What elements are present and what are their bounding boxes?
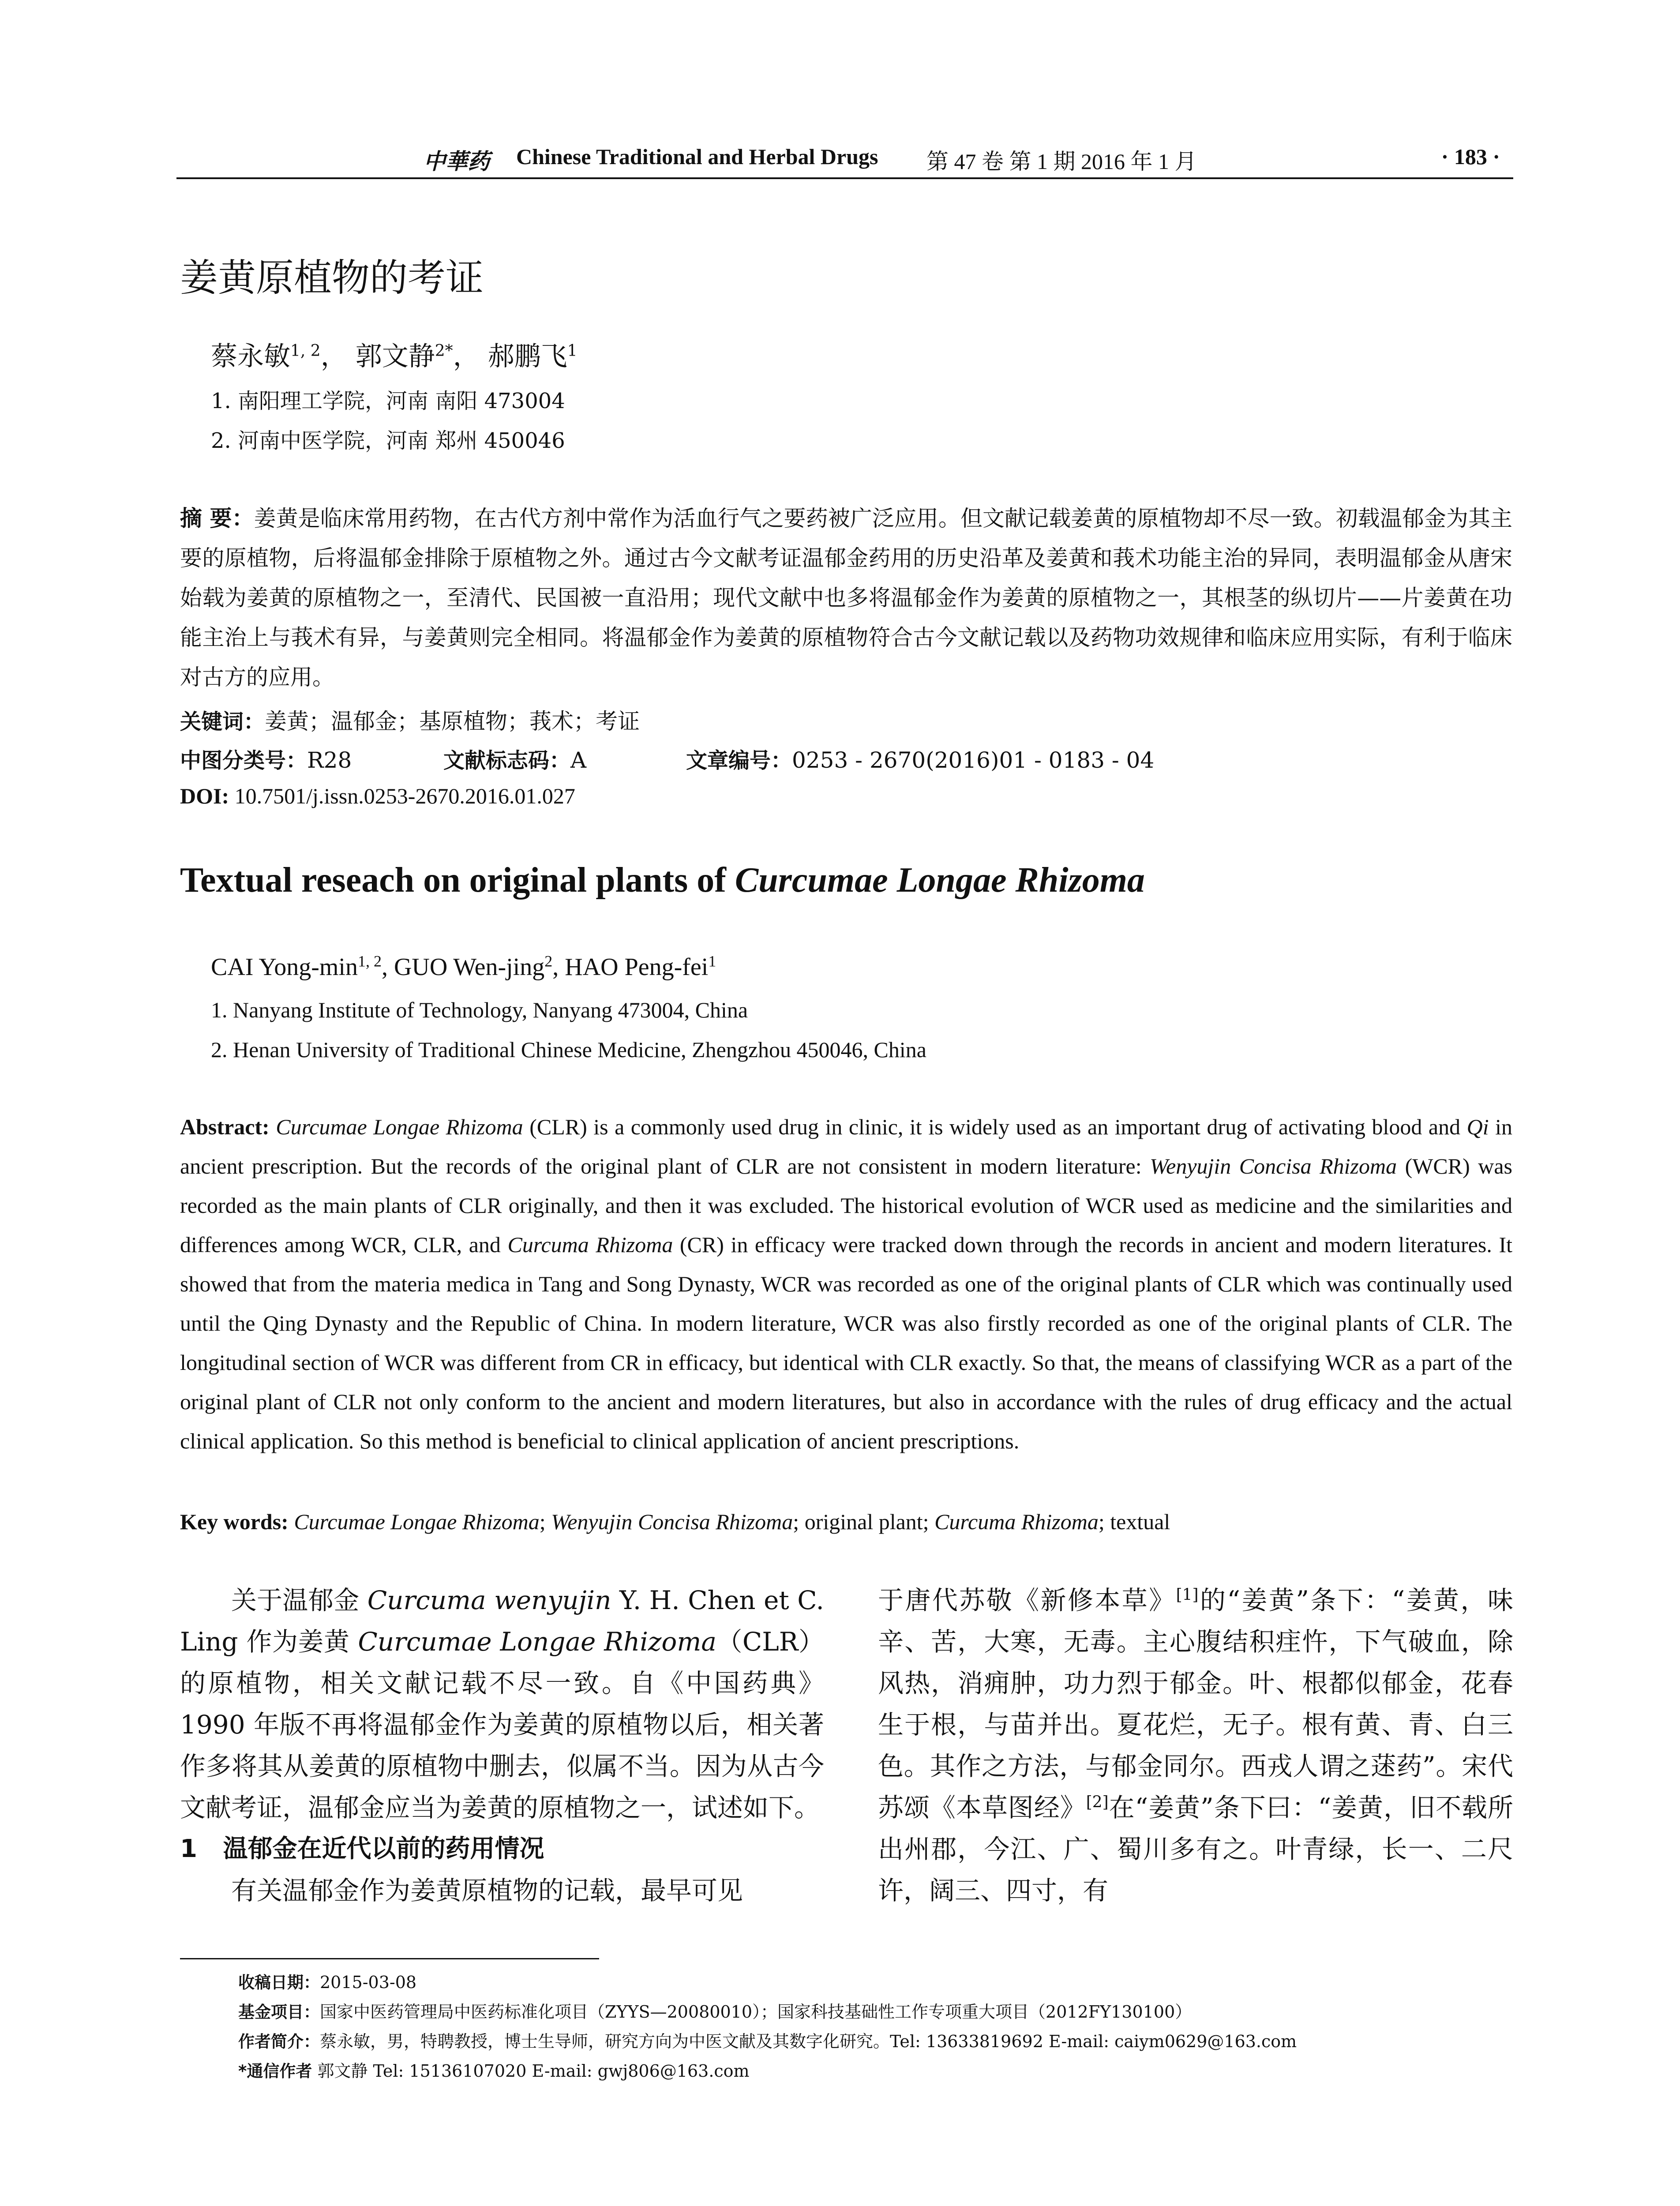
cn-affiliation-1: 1. 南阳理工学院，河南 南阳 473004: [211, 389, 565, 413]
author-value: 蔡永敏，男，特聘教授，博士生导师，研究方向为中医文献及其数字化研究。Tel: 13633819692 E-mail: caiym0629@163.com: [320, 2032, 1297, 2051]
journal-name-cn: 中華药: [424, 148, 490, 174]
author-name: 郭文静: [355, 341, 435, 372]
author-affil-mark: 2*: [435, 342, 453, 360]
articleno-label: 文章编号：: [686, 748, 792, 773]
header-rule: [176, 177, 1513, 179]
received-label: 收稿日期：: [238, 1973, 320, 1992]
author-sep: ，: [453, 341, 480, 372]
section-number: 1: [180, 1835, 197, 1863]
author-name: HAO Peng-fei: [565, 953, 709, 981]
text-run: in ancient prescription. But the records of the original plant of CLR are not consistent in modern literature:: [180, 1114, 1512, 1178]
author-name: 郝鹏飞: [488, 341, 567, 372]
en-title-italic: Curcumae Longae Rhizoma: [735, 861, 1145, 900]
fund-label: 基金项目：: [238, 2003, 320, 2022]
en-title: [180, 860, 1145, 900]
italic-term: Wenyujin Concisa Rhizoma: [1150, 1154, 1397, 1178]
en-keywords: [180, 1509, 1512, 1534]
intro-paragraph: [180, 1579, 824, 1828]
citation-marker: [2]: [1086, 1793, 1109, 1812]
author-affil-mark: 1, 2: [357, 952, 382, 970]
doccode-label: 文献标志码：: [443, 748, 571, 773]
italic-term: Curcuma Rhizoma: [507, 1232, 673, 1257]
cn-authors: [211, 335, 578, 373]
author-affil-mark: 1: [708, 952, 716, 970]
italic-term: Curcuma wenyujin: [367, 1585, 611, 1615]
text-run: (CR) in efficacy were tracked down through the records in ancient and modern literatures. It showed that from the materia medica in Tang and Song Dynasty, WCR was recorded as one of the original plants of CLR which was continually used until the Qing Dynasty and the Republic of China. In modern literature, WCR was also firstly recorded as one of the original plants of CLR. The longitudinal section of WCR was different from CR in efficacy, but identical with CLR exactly. So that, the means of classifying WCR as a part of the original plant of CLR not only conform to the ancient and modern literatures, but also in accordance with the rules of drug efficacy and the actual clinical application. So this method is beneficial to clinical application of ancient prescriptions.: [180, 1232, 1512, 1453]
text-run: [289, 1509, 294, 1534]
cn-abstract-label: 摘 要：: [180, 506, 254, 531]
italic-term: Qi: [1466, 1114, 1489, 1139]
author-affil-mark: 2: [544, 952, 553, 970]
section-paragraph: 有关温郁金作为姜黄原植物的记载，最早可见: [231, 1876, 743, 1906]
cn-doc-code: [443, 743, 586, 774]
cn-keywords-label: 关键词：: [180, 709, 265, 734]
author-name: CAI Yong-min: [211, 953, 358, 981]
author-label: 作者简介：: [238, 2032, 320, 2051]
text-run: 于唐代苏敬《新修本草》: [878, 1585, 1176, 1615]
footnote-fund: [238, 1997, 1518, 2027]
text-run: (CLR) is a commonly used drug in clinic, it is widely used as an important drug of activating blood and: [523, 1114, 1467, 1139]
author-affil-mark: 1: [567, 342, 578, 360]
text-run: ; textual: [1098, 1509, 1170, 1534]
clc-label: 中图分类号：: [180, 748, 308, 773]
author-name: 蔡永敏: [211, 341, 290, 372]
italic-term: Curcumae Longae Rhizoma: [358, 1627, 716, 1657]
author-sep: ,: [552, 953, 565, 981]
running-header: [176, 140, 1513, 178]
received-value: 2015-03-08: [320, 1973, 417, 1992]
author-affil-mark: 1, 2: [290, 342, 321, 360]
footnote-received: [238, 1968, 1518, 1997]
italic-term: Wenyujin Concisa Rhizoma: [551, 1509, 793, 1534]
en-authors: [211, 953, 716, 981]
en-keywords-text: [289, 1509, 1170, 1534]
en-keywords-label: Key words:: [180, 1509, 289, 1534]
issue-info: 第 47 卷 第 1 期 2016 年 1 月: [926, 149, 1197, 174]
cn-abstract-text: 姜黄是临床常用药物，在古代方剂中常作为活血行气之要药被广泛应用。但文献记载姜黄的原植物却不尽一致。初载温郁金为其主要的原植物，后将温郁金排除于原植物之外。通过古今文献考证温郁金药用的历史沿革及姜黄和莪术功能主治的异同，表明温郁金从唐宋始载为姜黄的原植物之一，至清代、民国被一直沿用；现代文献中也多将温郁金作为姜黄的原植物之一，其根茎的纵切片——片姜黄在功能主治上与莪术有异，与姜黄则完全相同。将温郁金作为姜黄的原植物符合古今文献记载以及药物功效规律和临床应用实际，有利于临床对古方的应用。: [180, 506, 1512, 690]
en-affiliation-2: 2. Henan University of Traditional Chinese Medicine, Zhengzhou 450046, China: [211, 1037, 926, 1062]
footnote-rule: [180, 1958, 599, 1959]
italic-term: Curcumae Longae Rhizoma: [294, 1509, 540, 1534]
text-run: （CLR）的原植物，相关文献记载不尽一致。自《中国药典》1990 年版不再将温郁金作为姜黄的原植物以后，相关著作多将其从姜黄的原植物中删去，似属不当。因为从古今文献考证，温郁金应当为姜黄的原植物之一，试述如下。: [180, 1627, 824, 1823]
text-run: 在“姜黄”条下曰：“姜黄，旧不载所出州郡，今江、广、蜀川多有之。叶青绿，长一、二尺许，阔三、四寸，有: [878, 1793, 1513, 1906]
corr-value: 郭文静 Tel: 15136107020 E-mail: gwj806@163.com: [312, 2061, 750, 2081]
en-abstract-text: [180, 1114, 1512, 1453]
cn-abstract: [180, 499, 1512, 697]
text-run: [270, 1114, 276, 1139]
text-run: (WCR) was recorded as the main plants of CLR originally, and then it was excluded. The historical evolution of WCR used as medicine and the similarities and differences among WCR, CLR, and: [180, 1154, 1513, 1257]
italic-term: Curcuma Rhizoma: [934, 1509, 1099, 1534]
footnote-author: [238, 2027, 1518, 2056]
clc-value: R28: [307, 747, 352, 773]
en-affiliation-1: 1. Nanyang Institute of Technology, Nanyang 473004, China: [211, 998, 748, 1022]
doccode-value: A: [570, 747, 587, 773]
fund-value: 国家中医药管理局中医药标准化项目（ZYYS—20080010）；国家科技基础性工作专项重大项目（2012FY130100）: [320, 2002, 1192, 2022]
italic-term: Curcumae Longae Rhizoma: [276, 1114, 523, 1139]
cn-keywords-text: 姜黄；温郁金；基原植物；莪术；考证: [265, 709, 640, 734]
page-number: · 183 ·: [1441, 144, 1500, 169]
text-run: 的“姜黄”条下：“姜黄，味辛、苦，大寒，无毒。主心腹结积疰忤，下气破血，除风热，消痈肿，功力烈于郁金。叶、根都似郁金，花春生于根，与苗并出。夏花烂，无子。根有黄、青、白三色。其作之方法，与郁金同尔。西戎人谓之蒁药”。宋代苏颂《本草图经》: [878, 1585, 1513, 1823]
footnote-correspondence: [238, 2056, 1518, 2086]
text-run: Y. H. Chen et C. Ling 作为姜黄: [180, 1585, 824, 1657]
corr-label: *通信作者: [238, 2062, 312, 2081]
section-heading: [180, 1828, 824, 1870]
doi-value: 10.7501/j.issn.0253-2670.2016.01.027: [229, 784, 575, 808]
citation-marker: [1]: [1176, 1586, 1199, 1604]
en-abstract: [180, 1107, 1512, 1461]
journal-name-en: Chinese Traditional and Herbal Drugs: [516, 144, 878, 169]
en-abstract-label: Abstract:: [180, 1114, 270, 1139]
cn-keywords: [180, 704, 640, 735]
author-sep: ，: [320, 341, 347, 372]
section-title: 温郁金在近代以前的药用情况: [223, 1835, 544, 1863]
text-run: 关于温郁金: [231, 1585, 368, 1615]
articleno-value: 0253 - 2670(2016)01 - 0183 - 04: [792, 747, 1155, 773]
body-left-column: [180, 1579, 824, 1911]
text-run: ; original plant;: [793, 1509, 935, 1534]
body-right-column: [878, 1579, 1513, 1911]
cn-doi: [180, 783, 575, 809]
doi-label: DOI:: [180, 784, 229, 808]
cn-article-number: [686, 743, 1154, 774]
text-run: ;: [539, 1509, 551, 1534]
author-name: GUO Wen-jing: [394, 953, 545, 981]
en-title-plain: Textual reseach on original plants of: [180, 861, 735, 900]
cn-affiliation-2: 2. 河南中医学院，河南 郑州 450046: [211, 428, 565, 453]
footnotes: [238, 1968, 1518, 2086]
cn-classification: [180, 743, 352, 774]
author-sep: ,: [381, 953, 394, 981]
cn-title: 姜黄原植物的考证: [180, 256, 484, 300]
